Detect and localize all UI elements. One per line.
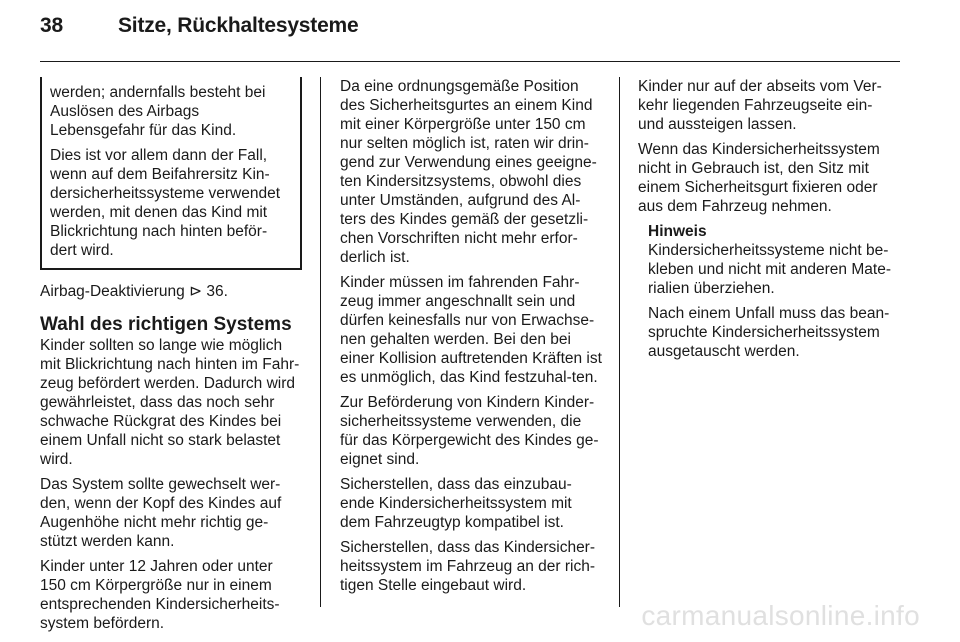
paragraph: Da eine ordnungsgemäße Position des Sicherheitsgurtes an einem Kind mit einer Körpergröße unter 150 cm nur selten möglich ist, raten wir drin-gend zur Verwendung eines geeigne-ten Kindersitzsystems, obwohl dies unter Umständen, aufgrund des Al-ters des Kindes gemäß der gesetzli-chen Vorschriften nicht mehr erfor-derlich ist. [340, 78, 597, 266]
warning-paragraph: werden; andernfalls besteht bei Auslösen des Airbags Lebensgefahr für das Kind. [50, 84, 266, 139]
column-divider-1 [320, 77, 321, 607]
paragraph: Das System sollte gewechselt wer-den, wenn der Kopf des Kindes auf Augenhöhe nicht mehr richtig ge-stützt werden kann. [40, 476, 282, 550]
note-heading: Hinweis [648, 223, 707, 240]
paragraph: Sicherstellen, dass das einzubau-ende Kindersicherheitssystem mit dem Fahrzeugtyp kompatibel ist. [340, 476, 572, 531]
paragraph: Kinder sollten so lange wie möglich mit Blickrichtung nach hinten im Fahr-zeug befördert werden. Dadurch wird gewährleistet, dass das noch sehr schwache Rückgrat des Kindes bei einem Unfall nicht so stark belastet wird. [40, 337, 300, 468]
note-block [638, 222, 900, 361]
section-heading: Wahl des richtigen Systems [40, 314, 292, 335]
column-divider-2 [619, 77, 620, 607]
paragraph: Kinder nur auf der abseits vom Ver-kehr liegenden Fahrzeugseite ein- und aussteigen lassen. [638, 78, 882, 133]
xref-text: Airbag-Deaktivierung [40, 283, 185, 300]
column-3 [638, 77, 900, 367]
paragraph: Kinder unter 12 Jahren oder unter 150 cm Körpergröße nur in einem entsprechenden Kindersicherheits-system befördern. [40, 558, 280, 632]
paragraph: Kinder müssen im fahrenden Fahr-zeug immer angeschnallt sein und dürfen keinesfalls nur von Erwachse-nen gehalten werden. Bei den bei einer Kollision auftretenden Kräften ist es unmöglich, das Kind festzuhal-ten. [340, 274, 602, 386]
paragraph: Wenn das Kindersicherheitssystem nicht in Gebrauch ist, den Sitz mit einem Sicherheitsgurt fixieren oder aus dem Fahrzeug nehmen. [638, 141, 880, 215]
paragraph: Sicherstellen, dass das Kindersicher-heitssystem im Fahrzeug an der rich-tigen Stelle eingebaut wird. [340, 539, 596, 594]
note-paragraph: Kindersicherheitssysteme nicht be-kleben und nicht mit anderen Mate-rialien überziehen. [648, 242, 891, 297]
warning-box [40, 77, 302, 270]
page-number: 38 [40, 14, 63, 37]
warning-paragraph: Dies ist vor allem dann der Fall, wenn auf dem Beifahrersitz Kin-dersicherheitssysteme verwendet werden, mit denen das Kind mit Blickrichtung nach hinten beför-dert wird. [50, 147, 281, 259]
xref-arrow-icon: ⊳ [189, 283, 203, 300]
paragraph: Zur Beförderung von Kindern Kinder-sicherheitssysteme verwenden, die für das Körpergewicht des Kindes ge-eignet sind. [340, 394, 599, 468]
note-paragraph: Nach einem Unfall muss das bean-spruchte Kindersicherheitssystem ausgetauscht werden. [648, 305, 890, 360]
column-1 [40, 77, 302, 639]
page-header [40, 14, 359, 38]
xref-page: 36. [206, 283, 228, 300]
column-2 [340, 77, 602, 601]
cross-reference[interactable] [40, 282, 302, 301]
page-title: Sitze, Rückhaltesysteme [118, 14, 359, 37]
header-rule [40, 61, 900, 62]
watermark: carmanualsonline.info [641, 600, 920, 631]
